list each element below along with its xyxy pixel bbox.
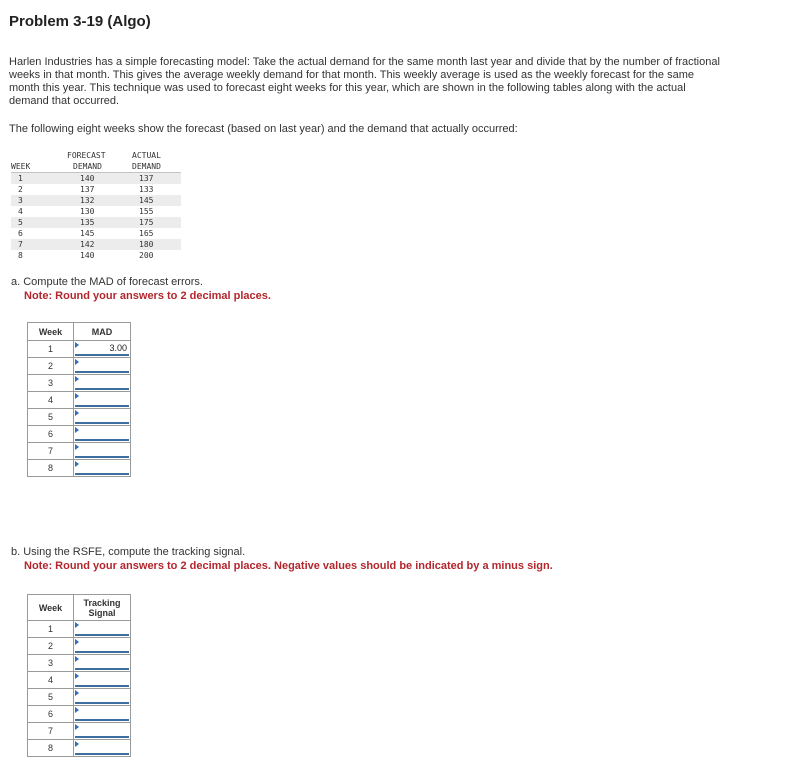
ts-input-field[interactable] (75, 673, 129, 687)
mad-input-cell (74, 443, 131, 460)
ts-row (28, 638, 131, 655)
part-a-note-wrap (11, 290, 271, 302)
ts-week-cell: 2 (28, 638, 74, 655)
ts-week-cell: 5 (28, 689, 74, 706)
mad-input-field[interactable] (75, 410, 129, 424)
answer-flag-icon (75, 376, 79, 382)
answer-flag-icon (75, 359, 79, 365)
answer-flag-icon (75, 461, 79, 467)
header-forecast-1: FORECAST (67, 151, 106, 160)
ts-week-cell: 8 (28, 740, 74, 757)
answer-flag-icon (75, 410, 79, 416)
ts-row (28, 740, 131, 757)
actual-demand-cell: 155 (139, 207, 154, 216)
actual-demand-cell: 145 (139, 196, 154, 205)
ts-input-field[interactable] (75, 724, 129, 738)
problem-title: Problem 3-19 (Algo) (9, 13, 151, 30)
answer-flag-icon (75, 393, 79, 399)
actual-demand-cell: 133 (139, 185, 154, 194)
demand-week-cell: 8 (18, 251, 23, 260)
demand-row (11, 206, 181, 217)
forecast-demand-cell: 142 (80, 240, 95, 249)
demand-week-cell: 2 (18, 185, 23, 194)
tracking-signal-answer-table (27, 594, 131, 757)
demand-header (11, 150, 181, 173)
mad-week-cell: 2 (28, 358, 74, 375)
ts-input-cell (74, 638, 131, 655)
mad-input-cell (74, 460, 131, 477)
mad-input-cell (74, 409, 131, 426)
mad-input-field[interactable] (75, 393, 129, 407)
demand-rows (11, 173, 181, 261)
demand-row (11, 173, 181, 184)
ts-row (28, 723, 131, 740)
answer-flag-icon (75, 444, 79, 450)
actual-demand-cell: 200 (139, 251, 154, 260)
mad-input-cell (74, 392, 131, 409)
mad-week-cell: 4 (28, 392, 74, 409)
ts-input-field[interactable] (75, 639, 129, 653)
forecast-demand-cell: 132 (80, 196, 95, 205)
answer-flag-icon (75, 639, 79, 645)
mad-answer-table (27, 322, 131, 477)
ts-input-field[interactable] (75, 707, 129, 721)
mad-input-field[interactable] (75, 376, 129, 390)
actual-demand-cell: 180 (139, 240, 154, 249)
answer-flag-icon (75, 690, 79, 696)
header-forecast-2: DEMAND (73, 162, 102, 171)
answer-flag-icon (75, 741, 79, 747)
part-b-note: Note: Round your answers to 2 decimal places. Negative values should be indicated by a minus sign. (24, 560, 553, 572)
mad-input-field[interactable] (75, 444, 129, 458)
ts-week-cell: 3 (28, 655, 74, 672)
mad-row (28, 375, 131, 392)
actual-demand-cell: 165 (139, 229, 154, 238)
part-b-note-wrap (11, 560, 553, 572)
mad-col-week: Week (28, 323, 74, 341)
ts-input-field[interactable] (75, 622, 129, 636)
ts-input-cell (74, 689, 131, 706)
answer-flag-icon (75, 622, 79, 628)
ts-week-cell: 7 (28, 723, 74, 740)
forecast-demand-cell: 137 (80, 185, 95, 194)
mad-row (28, 392, 131, 409)
header-actual-1: ACTUAL (132, 151, 161, 160)
actual-demand-cell: 175 (139, 218, 154, 227)
answer-flag-icon (75, 656, 79, 662)
ts-input-cell (74, 706, 131, 723)
mad-input-field[interactable] (75, 359, 129, 373)
mad-week-cell: 8 (28, 460, 74, 477)
actual-demand-cell: 137 (139, 174, 154, 183)
ts-col-value-line2: Signal (88, 607, 116, 618)
ts-input-cell (74, 740, 131, 757)
mad-input-cell (74, 375, 131, 392)
ts-row (28, 689, 131, 706)
mad-input-cell (74, 358, 131, 375)
demand-row (11, 184, 181, 195)
ts-row (28, 672, 131, 689)
header-actual-2: DEMAND (132, 162, 161, 171)
forecast-demand-cell: 140 (80, 174, 95, 183)
demand-week-cell: 5 (18, 218, 23, 227)
answer-flag-icon (75, 673, 79, 679)
mad-input-field[interactable] (75, 427, 129, 441)
mad-week-cell: 3 (28, 375, 74, 392)
mad-week-cell: 6 (28, 426, 74, 443)
answer-flag-icon (75, 342, 79, 348)
demand-week-cell: 4 (18, 207, 23, 216)
demand-data-block (11, 150, 181, 260)
part-a-note: Note: Round your answers to 2 decimal places. (24, 290, 271, 302)
ts-row (28, 621, 131, 638)
mad-row (28, 341, 131, 358)
ts-week-cell: 4 (28, 672, 74, 689)
ts-input-cell (74, 655, 131, 672)
demand-row (11, 217, 181, 228)
mad-row (28, 426, 131, 443)
mad-row (28, 358, 131, 375)
demand-row (11, 228, 181, 239)
forecast-demand-cell: 135 (80, 218, 95, 227)
mad-col-value: MAD (74, 323, 131, 341)
ts-week-cell: 1 (28, 621, 74, 638)
header-week-label: WEEK (11, 162, 31, 171)
forecast-demand-cell: 140 (80, 251, 95, 260)
demand-week-cell: 1 (18, 174, 23, 183)
demand-row (11, 195, 181, 206)
demand-row (11, 250, 181, 261)
ts-col-value-line1: Tracking (83, 597, 121, 608)
ts-input-field[interactable] (75, 741, 129, 755)
part-b-question: b. Using the RSFE, compute the tracking signal. (11, 546, 246, 558)
ts-row (28, 655, 131, 672)
ts-input-field[interactable] (75, 656, 129, 670)
answer-flag-icon (75, 724, 79, 730)
mad-input-field[interactable]: 3.00 (75, 342, 129, 356)
answer-flag-icon (75, 427, 79, 433)
answer-flag-icon (75, 707, 79, 713)
ts-input-cell (74, 621, 131, 638)
demand-week-cell: 7 (18, 240, 23, 249)
mad-week-cell: 5 (28, 409, 74, 426)
mad-input-cell (74, 341, 131, 358)
mad-input-cell (74, 426, 131, 443)
part-a-question: a. Compute the MAD of forecast errors. (11, 276, 203, 288)
demand-week-cell: 6 (18, 229, 23, 238)
mad-row (28, 443, 131, 460)
mad-row (28, 460, 131, 477)
intro-text: Harlen Industries has a simple forecasting model: Take the actual demand for the same month last year and divide that by the number of fractional weeks in that month. This gives the average weekly demand for that month. This weekly average is used as the weekly forecast for the same month this year. This technique was used to forecast eight weeks for this year, which are shown in the following tables along with the actual demand that occurred. (9, 56, 720, 107)
demand-row (11, 239, 181, 250)
ts-row (28, 706, 131, 723)
mad-week-cell: 1 (28, 341, 74, 358)
ts-input-field[interactable] (75, 690, 129, 704)
ts-input-cell (74, 723, 131, 740)
intro-paragraph (9, 56, 724, 108)
lead-paragraph (9, 123, 724, 136)
ts-col-week: Week (28, 595, 74, 621)
ts-week-cell: 6 (28, 706, 74, 723)
mad-row (28, 409, 131, 426)
ts-input-cell (74, 672, 131, 689)
mad-input-field[interactable] (75, 461, 129, 475)
forecast-demand-cell: 145 (80, 229, 95, 238)
mad-week-cell: 7 (28, 443, 74, 460)
lead-text: The following eight weeks show the forecast (based on last year) and the demand that actually occurred: (9, 123, 518, 135)
forecast-demand-cell: 130 (80, 207, 95, 216)
demand-week-cell: 3 (18, 196, 23, 205)
ts-col-value (74, 595, 131, 621)
